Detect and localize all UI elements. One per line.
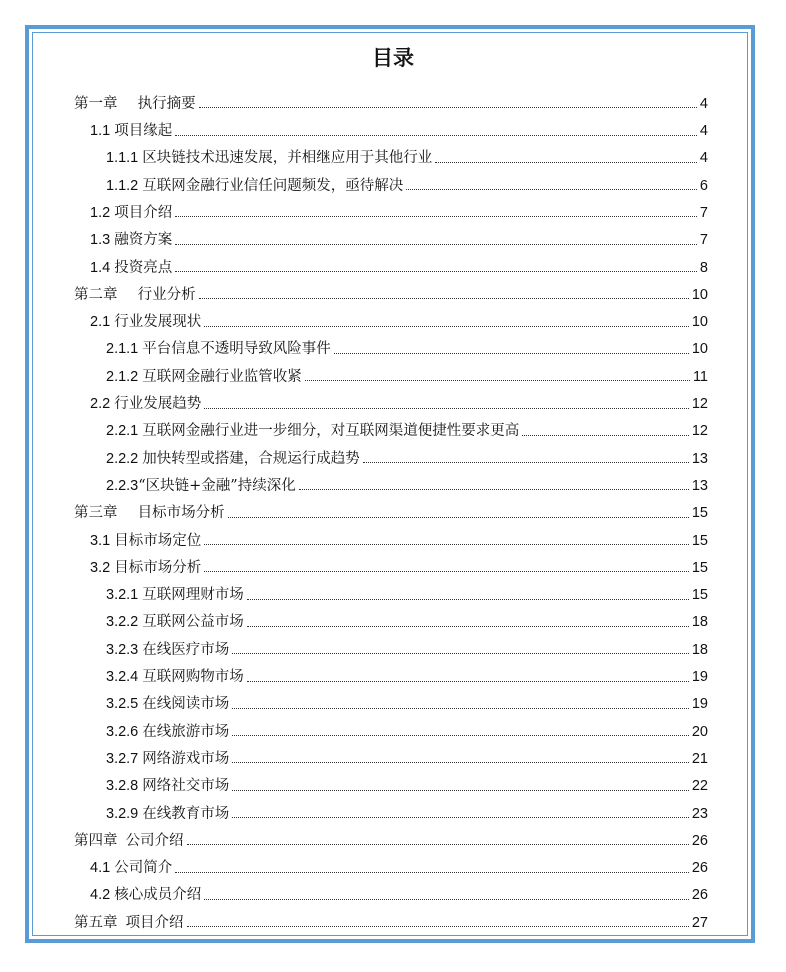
toc-page-number: 6 — [699, 177, 708, 194]
toc-page-number: 27 — [691, 914, 708, 931]
toc-entry[interactable] — [74, 550, 708, 577]
toc-entry[interactable] — [74, 632, 708, 659]
toc-entry[interactable] — [74, 878, 708, 905]
toc-entry[interactable] — [74, 441, 708, 468]
toc-entry[interactable] — [74, 332, 708, 359]
toc-entry[interactable] — [74, 905, 708, 932]
toc-dot-leader — [199, 107, 697, 108]
toc-entry-spacer — [118, 834, 126, 849]
toc-dot-leader — [175, 271, 697, 272]
toc-page-number: 10 — [691, 286, 708, 303]
toc-dot-leader — [232, 762, 689, 763]
toc-entry[interactable] — [74, 495, 708, 522]
toc-entry-title: 目标市场定位 — [114, 532, 202, 549]
toc-page-number: 8 — [699, 259, 708, 276]
toc-entry-title: 行业分析 — [137, 286, 196, 303]
toc-entry[interactable] — [74, 823, 708, 850]
toc-entry[interactable] — [74, 86, 708, 113]
toc-entry-title: 互联网公益市场 — [142, 614, 244, 631]
toc-entry-number: 第四章 — [74, 832, 118, 849]
toc-entry-number: 3.2.7 — [106, 750, 139, 767]
toc-entry-title: 行业发展现状 — [114, 314, 202, 331]
toc-entry-number: 1.4 — [90, 259, 111, 276]
toc-page-number: 15 — [691, 532, 708, 549]
toc-entry[interactable] — [74, 687, 708, 714]
toc-dot-leader — [204, 408, 689, 409]
toc-entry[interactable] — [74, 796, 708, 823]
toc-entry-spacer — [118, 916, 126, 931]
toc-entry-title: 目标市场分析 — [114, 559, 202, 576]
toc-page-number: 19 — [691, 696, 708, 713]
toc-dot-leader — [232, 653, 689, 654]
toc-page-number: 26 — [691, 887, 708, 904]
toc-entry[interactable] — [74, 714, 708, 741]
toc-page-number: 4 — [699, 150, 708, 167]
toc-page-number: 15 — [691, 505, 708, 522]
toc-entry-title: 在线教育市场 — [142, 805, 230, 822]
toc-entry[interactable] — [74, 304, 708, 331]
toc-entry-number: 2.1 — [90, 314, 111, 331]
toc-page-number: 15 — [691, 559, 708, 576]
toc-page-number: 13 — [691, 477, 708, 494]
toc-dot-leader — [232, 708, 689, 709]
toc-dot-leader — [175, 872, 689, 873]
toc-entry-number: 第五章 — [74, 914, 118, 931]
toc-entry-number: 1.2 — [90, 204, 111, 221]
toc-entry-number: 1.1 — [90, 123, 111, 140]
toc-page-number: 7 — [699, 232, 708, 249]
toc-entry-title: 在线阅读市场 — [142, 696, 230, 713]
toc-entry[interactable] — [74, 605, 708, 632]
toc-entry-title: 互联网金融行业监管收紧 — [142, 368, 302, 385]
toc-dot-leader — [228, 517, 689, 518]
toc-entry[interactable] — [74, 250, 708, 277]
toc-entry-number: 1.3 — [90, 232, 111, 249]
toc-entry-title: 网络游戏市场 — [142, 750, 230, 767]
toc-dot-leader — [406, 189, 697, 190]
toc-entry-number: 3.2.4 — [106, 669, 139, 686]
toc-dot-leader — [175, 216, 697, 217]
toc-page-number: 19 — [691, 669, 708, 686]
toc-entry-title: 互联网理财市场 — [142, 587, 244, 604]
toc-entry[interactable] — [74, 168, 708, 195]
toc-entry-title: 互联网金融行业信任问题频发，亟待解决 — [142, 177, 404, 194]
toc-entry-title: 核心成员介绍 — [114, 887, 202, 904]
toc-entry-number: 2.2.2 — [106, 450, 139, 467]
toc-entry[interactable] — [74, 768, 708, 795]
toc-entry-title: 项目介绍 — [114, 204, 173, 221]
toc-entry-number: 2.2.3 — [106, 477, 139, 494]
toc-entry-title: 项目缘起 — [114, 123, 173, 140]
toc-entry[interactable] — [74, 414, 708, 441]
toc-dot-leader — [247, 681, 689, 682]
toc-entry-title: 公司介绍 — [125, 832, 184, 849]
toc-dot-leader — [232, 790, 689, 791]
toc-entry-title: 行业发展趋势 — [114, 396, 202, 413]
toc-entry-number: 2.1.2 — [106, 368, 139, 385]
toc-entry[interactable] — [74, 113, 708, 140]
toc-entry-number: 1.1.2 — [106, 177, 139, 194]
toc-entry-number: 第一章 — [74, 95, 118, 112]
toc-page-number: 21 — [691, 750, 708, 767]
toc-entry-title: 目标市场分析 — [137, 505, 225, 522]
toc-dot-leader — [199, 298, 689, 299]
toc-dot-leader — [204, 899, 689, 900]
toc-dot-leader — [299, 489, 689, 490]
toc-entry[interactable] — [74, 850, 708, 877]
toc-entry-number: 2.2 — [90, 396, 111, 413]
toc-page-number: 18 — [691, 641, 708, 658]
toc-entry-title: 公司简介 — [114, 860, 173, 877]
toc-entry-number: 3.2.1 — [106, 587, 139, 604]
toc-entry-title: 项目介绍 — [125, 914, 184, 931]
toc-page-number: 22 — [691, 778, 708, 795]
toc-entry-title: 网络社交市场 — [142, 778, 230, 795]
toc-entry[interactable] — [74, 468, 708, 495]
toc-page-number: 26 — [691, 860, 708, 877]
toc-entry-title: “区块链+金融”持续深化 — [138, 477, 296, 494]
toc-entry-number: 3.1 — [90, 532, 111, 549]
table-of-contents — [74, 86, 708, 932]
toc-entry[interactable] — [74, 222, 708, 249]
toc-entry-spacer — [118, 506, 138, 521]
toc-dot-leader — [435, 162, 697, 163]
toc-entry-spacer — [118, 97, 138, 112]
toc-entry-title: 互联网金融行业进一步细分，对互联网渠道便捷性要求更高 — [142, 423, 520, 440]
toc-dot-leader — [232, 735, 689, 736]
toc-entry-title: 平台信息不透明导致风险事件 — [142, 341, 331, 358]
toc-entry-number: 3.2.9 — [106, 805, 139, 822]
toc-entry[interactable] — [74, 277, 708, 304]
toc-page-number: 4 — [699, 123, 708, 140]
toc-dot-leader — [334, 353, 689, 354]
toc-dot-leader — [305, 380, 690, 381]
toc-dot-leader — [232, 817, 689, 818]
toc-entry-title: 加快转型或搭建，合规运行成趋势 — [142, 450, 360, 467]
toc-title: 目录 — [372, 46, 414, 70]
toc-page-number: 12 — [691, 423, 708, 440]
toc-page-number: 18 — [691, 614, 708, 631]
toc-page-number: 10 — [691, 341, 708, 358]
toc-entry-title: 互联网购物市场 — [142, 669, 244, 686]
toc-entry-number: 3.2.2 — [106, 614, 139, 631]
toc-entry-number: 4.1 — [90, 860, 111, 877]
toc-entry[interactable] — [74, 386, 708, 413]
toc-page-number: 23 — [691, 805, 708, 822]
toc-entry-number: 3.2.6 — [106, 723, 139, 740]
toc-entry-title: 融资方案 — [114, 232, 173, 249]
toc-page-number: 4 — [699, 95, 708, 112]
toc-entry[interactable] — [74, 359, 708, 386]
toc-dot-leader — [175, 135, 697, 136]
toc-dot-leader — [175, 244, 697, 245]
toc-dot-leader — [187, 844, 689, 845]
toc-page-number: 11 — [692, 368, 708, 385]
toc-dot-leader — [247, 626, 689, 627]
toc-page-number: 13 — [691, 450, 708, 467]
toc-page-number: 26 — [691, 832, 708, 849]
toc-dot-leader — [204, 544, 689, 545]
toc-entry-number: 2.2.1 — [106, 423, 139, 440]
toc-page-number: 20 — [691, 723, 708, 740]
toc-entry-number: 第二章 — [74, 286, 118, 303]
toc-entry-title: 在线旅游市场 — [142, 723, 230, 740]
toc-page-number: 15 — [691, 587, 708, 604]
toc-entry-number: 3.2.5 — [106, 696, 139, 713]
toc-entry-number: 3.2.3 — [106, 641, 139, 658]
toc-dot-leader — [247, 599, 689, 600]
toc-entry[interactable] — [74, 141, 708, 168]
toc-page-number: 12 — [691, 396, 708, 413]
toc-entry-number: 2.1.1 — [106, 341, 139, 358]
toc-entry-number: 1.1.1 — [106, 150, 139, 167]
toc-dot-leader — [204, 326, 689, 327]
toc-entry-number: 3.2.8 — [106, 778, 139, 795]
toc-entry[interactable] — [74, 659, 708, 686]
toc-entry-title: 投资亮点 — [114, 259, 173, 276]
toc-entry[interactable] — [74, 577, 708, 604]
toc-entry[interactable] — [74, 741, 708, 768]
toc-page-number: 7 — [699, 204, 708, 221]
toc-entry-number: 4.2 — [90, 887, 111, 904]
toc-entry[interactable] — [74, 523, 708, 550]
toc-entry[interactable] — [74, 195, 708, 222]
toc-dot-leader — [204, 571, 689, 572]
toc-entry-title: 执行摘要 — [137, 95, 196, 112]
toc-dot-leader — [363, 462, 689, 463]
toc-entry-title: 在线医疗市场 — [142, 641, 230, 658]
toc-entry-number: 3.2 — [90, 559, 111, 576]
toc-dot-leader — [522, 435, 689, 436]
toc-entry-title: 区块链技术迅速发展，并相继应用于其他行业 — [142, 150, 433, 167]
toc-entry-spacer — [118, 288, 138, 303]
toc-dot-leader — [187, 926, 689, 927]
toc-entry-number: 第三章 — [74, 505, 118, 522]
toc-page-number: 10 — [691, 314, 708, 331]
